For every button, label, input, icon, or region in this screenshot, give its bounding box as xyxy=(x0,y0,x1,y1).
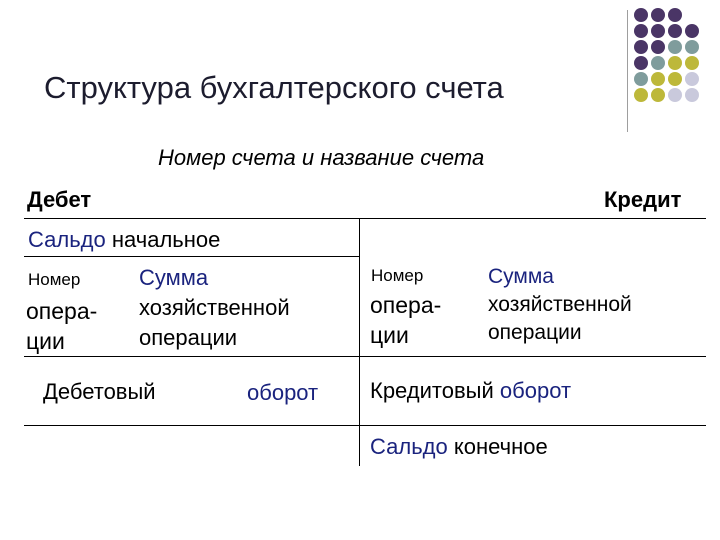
credit-turnover-word1: Кредитовый xyxy=(370,378,494,403)
decorative-dot xyxy=(634,24,648,38)
opening-balance-divider xyxy=(24,256,360,257)
right-amount-line1: Сумма xyxy=(488,265,554,288)
decorative-dot xyxy=(668,40,682,54)
decorative-dot xyxy=(685,40,699,54)
opening-balance xyxy=(28,227,220,253)
decorative-dot xyxy=(685,72,699,86)
decorative-dot-grid xyxy=(634,8,714,104)
decorative-dot xyxy=(685,56,699,70)
decorative-vertical-rule xyxy=(627,10,628,132)
right-operation-line2: ции xyxy=(370,322,409,348)
decorative-dot xyxy=(634,8,648,22)
center-vertical-line xyxy=(359,219,360,466)
left-amount-line1: Сумма xyxy=(139,265,209,290)
right-amount-label xyxy=(488,263,632,347)
slide-title: Структура бухгалтерского счета xyxy=(44,70,504,105)
debit-turnover-word2: оборот xyxy=(247,380,319,405)
decorative-dot xyxy=(651,24,665,38)
decorative-dot xyxy=(634,40,648,54)
left-operation-label xyxy=(26,296,97,356)
turnover-divider xyxy=(24,425,706,426)
opening-balance-word1: Сальдо xyxy=(28,227,106,252)
decorative-dot xyxy=(668,8,682,22)
left-amount-line2: хозяйственной xyxy=(139,295,290,320)
decorative-dot xyxy=(651,72,665,86)
left-amount-line3: операции xyxy=(139,325,238,350)
top-divider xyxy=(24,218,706,219)
left-operation-line1: опера- xyxy=(26,298,98,324)
decorative-dot xyxy=(651,56,665,70)
right-amount-line3: операции xyxy=(488,321,582,344)
decorative-dot xyxy=(668,24,682,38)
closing-balance-word1: Сальдо xyxy=(370,434,448,459)
decorative-dot xyxy=(634,88,648,102)
decorative-dot xyxy=(668,72,682,86)
decorative-dot xyxy=(668,88,682,102)
debit-header: Дебет xyxy=(27,187,92,212)
decorative-dot xyxy=(651,40,665,54)
left-operation-line2: ции xyxy=(26,328,65,354)
decorative-dot xyxy=(685,24,699,38)
decorative-dot xyxy=(651,8,665,22)
right-number-label: Номер xyxy=(371,266,424,285)
decorative-dot xyxy=(668,56,682,70)
left-number-label: Номер xyxy=(28,270,81,289)
left-amount-label xyxy=(139,263,290,353)
account-subtitle: Номер счета и название счета xyxy=(158,145,485,170)
right-operation-line1: опера- xyxy=(370,292,442,318)
decorative-dot xyxy=(651,88,665,102)
right-operation-label xyxy=(370,290,441,350)
credit-header: Кредит xyxy=(604,187,682,212)
credit-turnover-word2: оборот xyxy=(499,378,572,403)
decorative-dot xyxy=(685,88,699,102)
decorative-dot xyxy=(634,72,648,86)
closing-balance xyxy=(370,434,548,460)
right-amount-line2: хозяйственной xyxy=(488,293,632,316)
decorative-dot xyxy=(634,56,648,70)
credit-turnover xyxy=(370,378,571,404)
closing-balance-word2: конечное xyxy=(453,434,548,459)
entries-divider xyxy=(24,356,706,357)
opening-balance-word2: начальное xyxy=(111,227,221,252)
debit-turnover-word1: Дебетовый xyxy=(43,379,156,404)
